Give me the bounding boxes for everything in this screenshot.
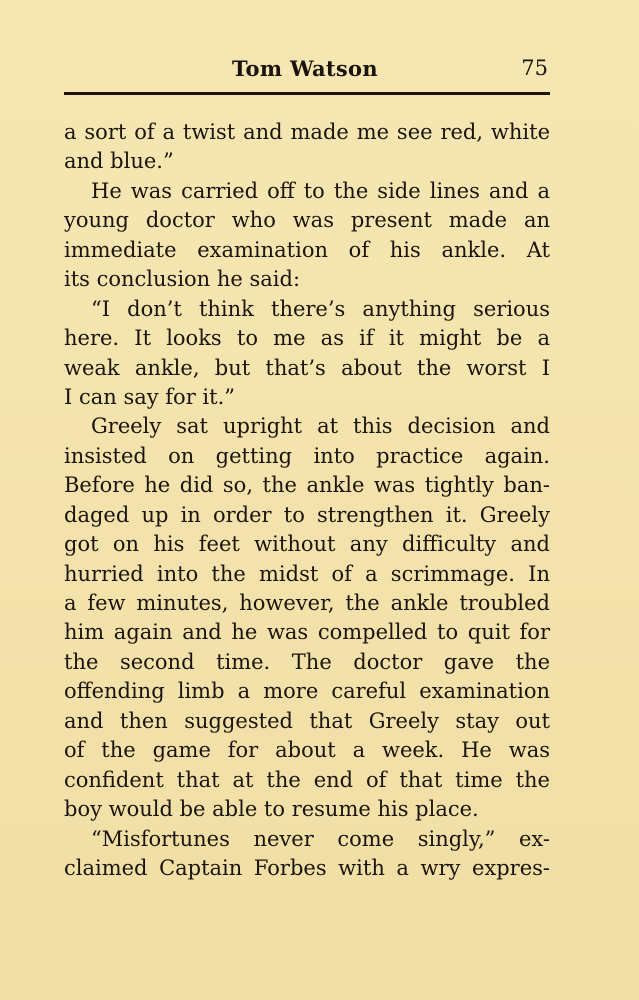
text-line: confident that at the end of that time the — [64, 767, 550, 792]
text-line: its conclusion he said: — [64, 267, 301, 292]
text-line: boy would be able to resume his place. — [64, 797, 479, 822]
body-text — [64, 118, 550, 883]
text-line: He was carried off to the side lines and a — [91, 178, 550, 203]
text-line: “I don’t think there’s anything serious — [91, 296, 550, 321]
text-line: the second time. The doctor gave the — [64, 649, 550, 674]
text-line: Before he did so, the ankle was tightly ban- — [64, 473, 550, 498]
text-line: claimed Captain Forbes with a wry expres- — [64, 855, 550, 880]
running-title: Tom Watson — [232, 56, 378, 81]
text-line: I can say for it.” — [64, 384, 235, 409]
text-line: hurried into the midst of a scrimmage. In — [64, 561, 550, 586]
page-number: 75 — [521, 56, 548, 80]
text-line: young doctor who was present made an — [64, 208, 550, 233]
text-line: a few minutes, however, the ankle troubled — [64, 591, 550, 615]
text-line: insisted on getting into practice again. — [64, 443, 550, 468]
header-rule — [64, 92, 550, 95]
text-line: of the game for about a week. He was — [64, 738, 550, 763]
text-line: him again and he was compelled to quit for — [64, 620, 550, 645]
text-line: weak ankle, but that’s about the worst I — [64, 355, 550, 380]
text-line: here. It looks to me as if it might be a — [64, 326, 550, 351]
text-line: a sort of a twist and made me see red, white — [64, 120, 550, 144]
page-header — [64, 52, 550, 92]
text-line: and blue.” — [64, 149, 174, 174]
text-line: daged up in order to strengthen it. Greely — [64, 502, 550, 527]
text-line: and then suggested that Greely stay out — [64, 708, 550, 733]
text-line: Greely sat upright at this decision and — [91, 414, 550, 439]
text-line: offending limb a more careful examination — [64, 679, 550, 704]
text-line: immediate examination of his ankle. At — [64, 237, 550, 262]
text-line: got on his feet without any difficulty and — [64, 532, 550, 557]
text-line: “Misfortunes never come singly,” ex- — [91, 826, 550, 851]
